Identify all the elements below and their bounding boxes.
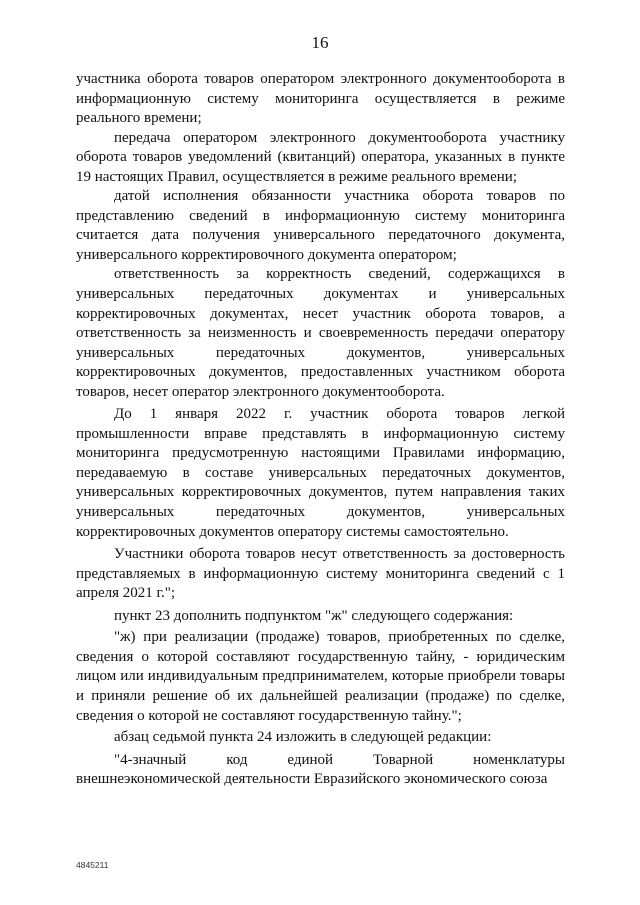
paragraph-3: датой исполнения обязанности участника оборота товаров по представлению сведений в информационную систему мониторинга считается дата получения универсального передаточного документа, универсального корректировочного документа оператором; [76,188,565,263]
paragraph-9: абзац седьмой пункта 24 изложить в следующей редакции: [114,729,492,746]
paragraph-10: "4-значный код единой Товарной номенклатуры внешнеэкономической деятельности Евразийского экономического союза [76,751,565,788]
paragraph-6: Участники оборота товаров несут ответственность за достоверность представляемых в информационную систему мониторинга сведений с 1 апреля 2021 г."; [76,546,565,602]
paragraph-5: До 1 января 2022 г. участник оборота товаров легкой промышленности вправе представлять в информационную систему мониторинга предусмотренную настоящими Правилами информацию, передаваемую в составе универсальных передаточных документов, универсальных корректировочных документов, путем направления таких универсальных передаточных документов, универсальных корректировочных документов оператору системы самостоятельно. [76,406,565,540]
paragraph-4: ответственность за корректность сведений, содержащихся в универсальных передаточных документах и универсальных корректировочных документах, несет участник оборота товаров, а ответственность за неизменность и своевременность передачи оператору универсальных передаточных документов, универсальных корректировочных документов, предоставленных участником оборота товаров, несет оператор электронного документооборота. [76,266,565,400]
paragraph-2: передача оператором электронного документооборота участнику оборота товаров уведомлений (квитанций) оператора, указанных в пункте 19 настоящих Правил, осуществляется в режиме реального времени; [76,129,565,185]
page-number: 16 [311,33,329,52]
paragraph-7: пункт 23 дополнить подпунктом "ж" следующего содержания: [114,607,514,624]
document-code: 4845211 [76,860,109,870]
paragraph-8: "ж) при реализации (продаже) товаров, приобретенных по сделке, сведения о которой составляют государственную тайну, - юридическим лицом или индивидуальным предпринимателем, которые приобрели товары и приняли решение об их дальнейшей реализации (продаже) по сделке, сведения о которой не составляют государственную тайну."; [76,629,565,724]
paragraph-1-continuation: участника оборота товаров оператором электронного документооборота в информационную систему мониторинга осуществляется в режиме реального времени; [76,71,565,127]
document-body [76,70,565,790]
